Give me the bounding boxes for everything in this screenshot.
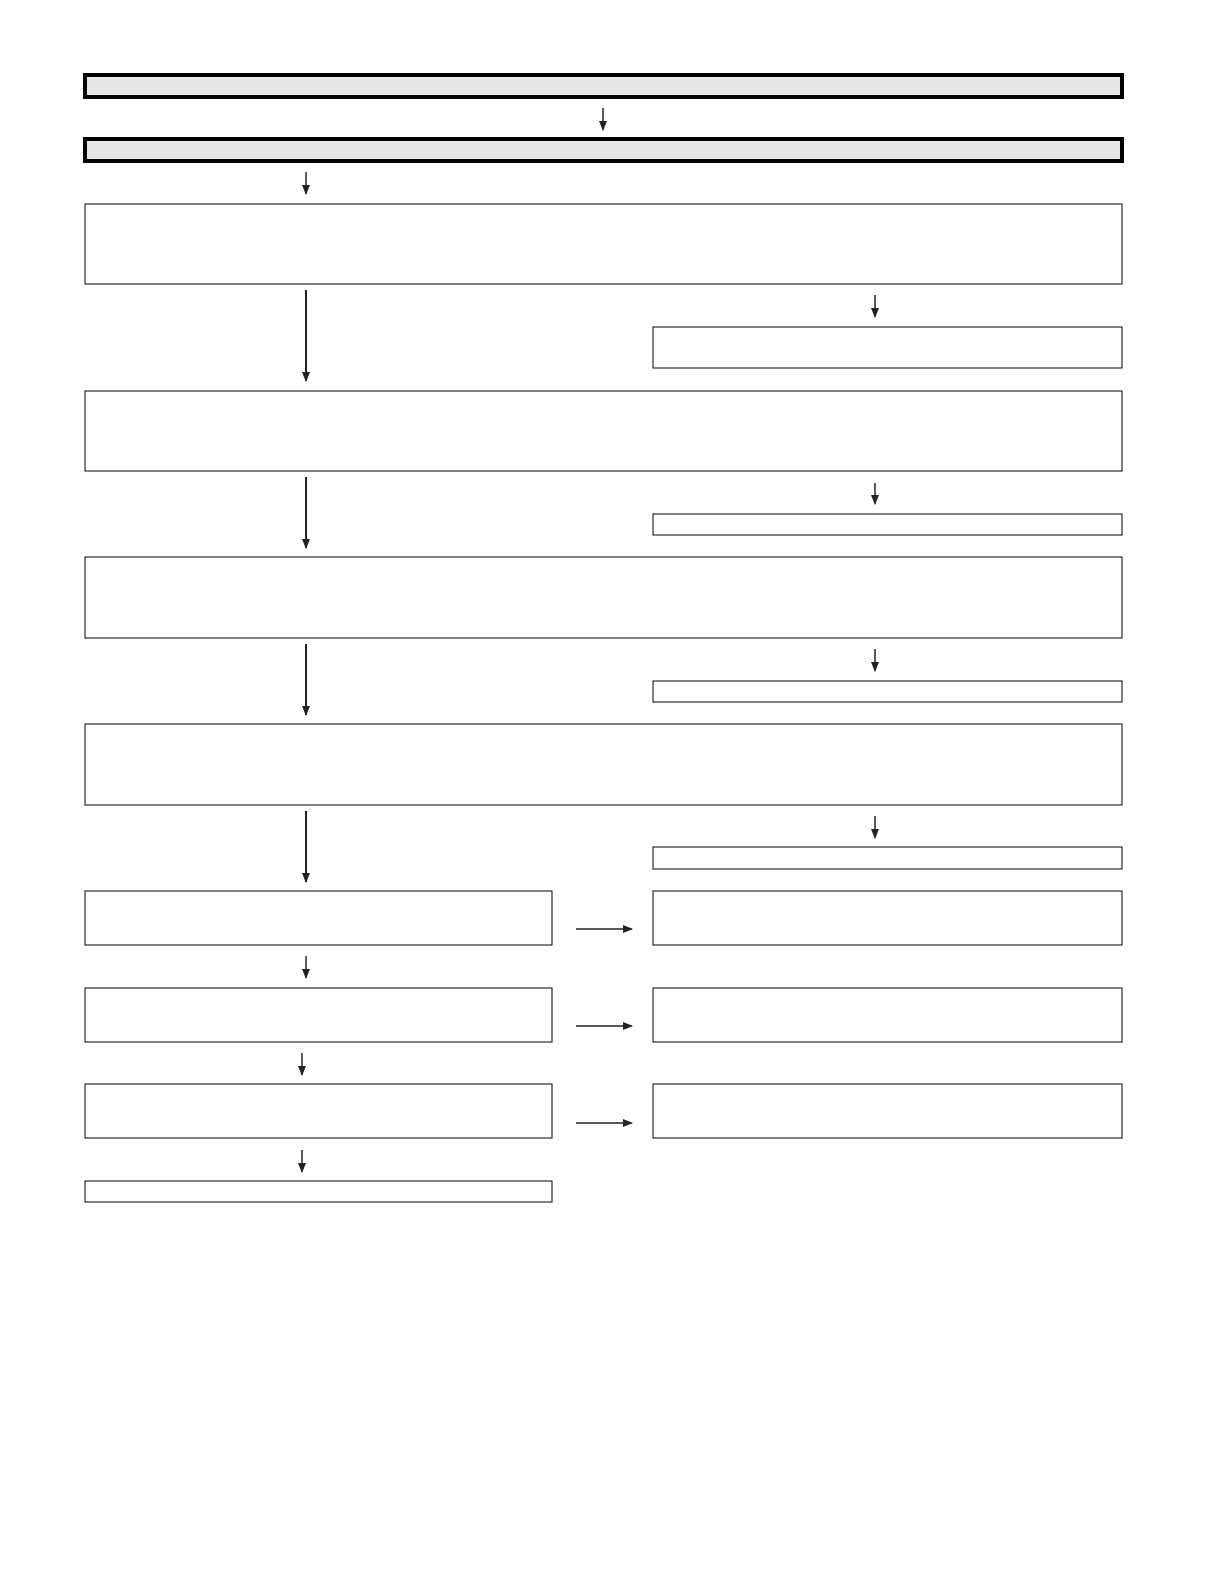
nodes-layer bbox=[85, 75, 1122, 1202]
node-step-4 bbox=[85, 724, 1122, 805]
node-step-1 bbox=[85, 204, 1122, 284]
node-action-2 bbox=[653, 988, 1122, 1042]
node-final bbox=[85, 1181, 552, 1202]
node-action-1 bbox=[653, 891, 1122, 945]
node-step-1-box bbox=[85, 204, 1122, 284]
node-step-4-box bbox=[85, 724, 1122, 805]
node-check-2-box bbox=[85, 988, 552, 1042]
node-result-1-box bbox=[653, 327, 1122, 368]
node-step-2 bbox=[85, 391, 1122, 471]
node-header-1-box bbox=[85, 75, 1122, 97]
node-action-3 bbox=[653, 1084, 1122, 1138]
node-result-4 bbox=[653, 847, 1122, 869]
node-step-3 bbox=[85, 557, 1122, 638]
node-header-1 bbox=[85, 75, 1122, 97]
node-check-3-box bbox=[85, 1084, 552, 1138]
node-result-2-box bbox=[653, 514, 1122, 535]
node-check-1-box bbox=[85, 891, 552, 945]
node-header-2 bbox=[85, 139, 1122, 161]
node-result-2 bbox=[653, 514, 1122, 535]
node-check-1 bbox=[85, 891, 552, 945]
node-action-1-box bbox=[653, 891, 1122, 945]
node-step-3-box bbox=[85, 557, 1122, 638]
node-action-3-box bbox=[653, 1084, 1122, 1138]
node-final-box bbox=[85, 1181, 552, 1202]
node-result-3-box bbox=[653, 681, 1122, 702]
node-step-2-box bbox=[85, 391, 1122, 471]
node-check-2 bbox=[85, 988, 552, 1042]
node-result-1 bbox=[653, 327, 1122, 368]
node-result-4-box bbox=[653, 847, 1122, 869]
node-check-3 bbox=[85, 1084, 552, 1138]
node-header-2-box bbox=[85, 139, 1122, 161]
node-result-3 bbox=[653, 681, 1122, 702]
node-action-2-box bbox=[653, 988, 1122, 1042]
